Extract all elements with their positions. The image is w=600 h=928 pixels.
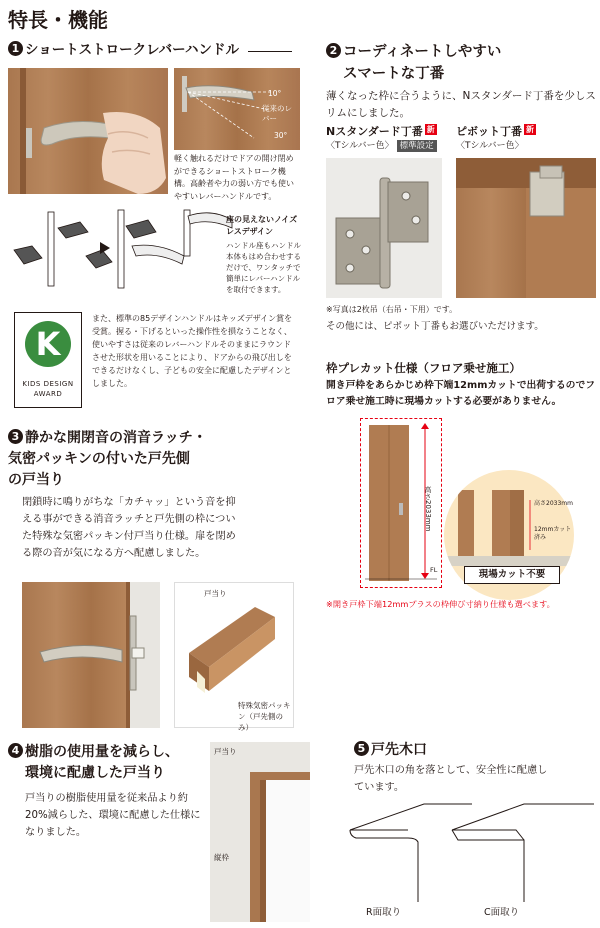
kids-award-text: KIDS DESIGN AWARD: [22, 380, 74, 398]
section-2-description: 薄くなった枠に合うように、Nスタンダード丁番を少しスリムにしました。: [326, 90, 596, 119]
standard-badge: 標準設定: [397, 140, 437, 152]
precut-title: 枠プレカット仕様（フロア乗せ施工）: [326, 361, 521, 375]
section-1-heading: [8, 40, 288, 61]
new-badge: 新: [426, 125, 435, 134]
section-5-description: 戸先木口の角を落として、安全性に配慮しています。: [354, 765, 548, 793]
section-4-title-line1: 樹脂の使用量を減らし、: [25, 744, 179, 760]
section-number: 1: [8, 41, 23, 56]
door-frame-photo: [210, 742, 310, 922]
angle-caption: 従来のレバー: [262, 104, 292, 123]
noiseless-design-title: 座の見えないノイズレスデザイン: [226, 215, 298, 236]
section-3-title-line1: 静かな開閉音の消音ラッチ・: [25, 430, 207, 446]
edge-chamfer-illustration: [348, 796, 598, 902]
pivot-hinge-note: その他には、ピボット丁番もお選びいただけます。: [326, 321, 544, 332]
hinge-2-color: 〈Tシルバー色〉: [456, 141, 524, 151]
section-4-heading: [8, 742, 179, 763]
section-3-title-line3: の戸当り: [8, 472, 64, 488]
page-title: 特長・機能: [8, 8, 108, 32]
zoom-height-label: 高さ2033mm: [534, 500, 573, 507]
door-stop-label: 戸当り: [214, 747, 237, 756]
section-3-description: 閉鎖時に鳴りがちな「カチャッ」という音を抑える事ができる消音ラッチと戸先側の枠についた特殊な気密パッキン付戸当り仕様。扉を閉める際の音が気になる方へ配慮しました。: [22, 497, 236, 559]
divider: [248, 51, 292, 52]
noiseless-design-description: ハンドル座もハンドル本体もはめ合わせするだけで、ワンタッチで簡単にレバーハンドルを取付できます。: [226, 241, 301, 294]
c-chamfer-label: C面取り: [484, 907, 520, 918]
hinge-2-name: [456, 124, 536, 139]
kids-logo-letter: K: [35, 325, 61, 363]
hinge-1-color: 〈Tシルバー色〉: [326, 141, 394, 151]
precut-description: 開き戸枠をあらかじめ枠下端12mmカットで出荷するのでフロア乗せ施工時に現場カットする必要がありません。: [326, 380, 596, 407]
section-2-title-line2: スマートな丁番: [343, 66, 445, 82]
section-number: 2: [326, 43, 341, 58]
r-chamfer-label: R面取り: [366, 907, 402, 918]
n-standard-hinge-photo: [326, 158, 442, 298]
zoom-cut-label: 12mmカット済み: [534, 526, 572, 541]
section-1-description: 軽く触れるだけでドアの開け閉めができるショートストローク機構。高齢者や力の弱い方でも使いやすいレバーハンドルです。: [174, 154, 294, 201]
section-4-description: 戸当りの樹脂使用量を従来品より約20%減らした、環境に配慮した仕様になりました。: [25, 793, 201, 838]
angle-30-label: 30°: [274, 131, 288, 140]
lever-handle-photo: [8, 68, 168, 194]
pivot-hinge-photo: [456, 158, 596, 298]
hinge-1-label: Nスタンダード丁番: [326, 125, 423, 138]
section-number: 4: [8, 743, 23, 758]
section-number: 5: [354, 741, 369, 756]
kids-design-award-logo: [14, 312, 82, 408]
hinge-1-name: [326, 124, 437, 139]
precut-note: ※開き戸枠下端12mmプラスの枠伸び寸納り仕様も選べます。: [326, 599, 555, 609]
section-1-title: ショートストロークレバーハンドル: [25, 42, 239, 58]
new-badge: 新: [526, 125, 534, 134]
floor-line-label: FL: [430, 566, 438, 574]
section-2-title-line1: コーディネートしやすい: [343, 44, 502, 60]
frame-height-label: 高さ2033mm: [424, 486, 432, 532]
hinge-2-label: ピボット丁番: [456, 125, 522, 138]
latch-door-photo: [22, 582, 160, 728]
hinge-1-color-row: [326, 140, 437, 153]
section-5-title: 戸先木口: [371, 742, 427, 758]
section-3-heading: [8, 428, 207, 449]
section-5-heading: [354, 740, 427, 761]
section-3-title-line2: 気密パッキンの付いた戸先側: [8, 451, 190, 467]
angle-10-label: 10°: [268, 89, 282, 98]
no-onsite-cut-badge: 現場カット不要: [464, 566, 560, 584]
section-number: 3: [8, 429, 23, 444]
section-4-title-line2: 環境に配慮した戸当り: [25, 765, 165, 781]
vertical-frame-label: 縦枠: [214, 853, 229, 862]
handle-assembly-illustration: [8, 202, 196, 292]
airtight-packing-label: 特殊気密パッキン（戸先側のみ）: [238, 701, 291, 732]
section-2-heading: [326, 42, 501, 63]
door-stop-label: 戸当り: [204, 589, 227, 598]
kids-design-description: また、標準の85デザインハンドルはキッズデザイン賞を受賞。握る・下げるといった操作性を損なうことなく、使いやすさは従来のレバーハンドルそのままにラウンドさせた形状を用いることにより、ドアからの飛び出しをできるだけなくし、子どもの安全に配慮したデザインとしました。: [92, 314, 293, 388]
hinge-photo-note: ※写真は2枚吊（右吊・下用）です。: [326, 305, 458, 314]
